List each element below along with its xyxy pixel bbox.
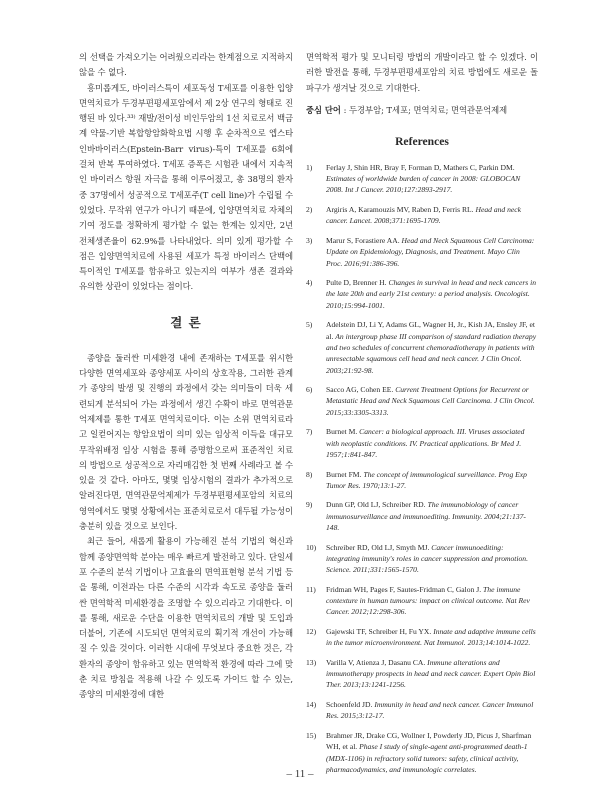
- reference-number: 1): [306, 162, 313, 172]
- reference-item: [306, 469, 538, 492]
- body-paragraph: 면역학적 평가 및 모니터링 방법의 개발이라고 할 수 있겠다. 이러한 발전을 통해, 두경부편평세포암의 치료 방법에도 새로운 돌파구가 생겨날 것으로 기대한다.: [306, 52, 538, 93]
- keywords: [306, 104, 538, 117]
- reference-title: The immune contexture in human tumours: impact on clinical outcome. Nat Rev Cancer. 2012;12:298-306.: [326, 584, 530, 617]
- reference-number: 5): [306, 320, 313, 330]
- reference-title: The immunobiology of cancer immunosurveillance and immunoediting. Immunity. 2004;21:137-148.: [326, 500, 526, 532]
- reference-number: 7): [306, 427, 313, 437]
- reference-item: [306, 542, 538, 576]
- reference-item: [306, 319, 538, 375]
- reference-authors: Schoenfeld JD.: [326, 700, 373, 710]
- reference-number: 10): [306, 542, 317, 552]
- reference-title: Changes in survival in head and neck cancers in the late 20th and early 21st century: a period analysis. Oncologist. 2010;15:994-1001.: [326, 278, 537, 310]
- reference-authors: Argiris A, Karamouzis MV, Raben D, Ferris RL.: [326, 205, 474, 215]
- reference-authors: Dunn GP, Old LJ, Schreiber RD.: [326, 500, 426, 510]
- reference-authors: Burnet FM.: [326, 469, 362, 479]
- reference-number: 2): [306, 205, 313, 215]
- reference-number: 8): [306, 469, 313, 479]
- reference-item: [306, 657, 538, 691]
- reference-item: [306, 162, 538, 196]
- reference-number: 9): [306, 500, 313, 510]
- reference-authors: Pulte D, Brenner H.: [326, 278, 387, 288]
- reference-authors: Ferlay J, Shin HR, Bray F, Forman D, Mathers C, Parkin DM.: [326, 162, 515, 172]
- reference-title: Head and neck cancer. Lancet. 2008;371:1695-1709.: [326, 205, 522, 226]
- body-paragraph: 흥미롭게도, 바이러스특이 세포독성 T세포를 이용한 입양면역치료가 두경부편평세포암에서 제 2상 연구의 형태로 진행된 바 있다.³³⁾ 재발/전이성 비인두암의 1선 치료로서 백금계 약물-기반 복합항암화학요법 시행 후 순차적으로 엡스타인바바이러스(Epstein-Barr virus)-특이 T세포를 6회에 걸쳐 반복 투여하였다. T세포 증폭은 시험관 내에서 지속적인 바이러스 항원 자극을 통해 이루어졌고, 총 38명의 환자 중 37명에서 성공적으로 T세포주(T cell line)가 수립될 수 있었다. 무작위 연구가 아니기 때문에, 입양면역치료 자체의 기여 정도를 정확하게 평가할 수 없는 한계는 있지만, 2년 전체생존율이 62.9%를 나타내었다. 의미 있게 평가할 수 점은 입양면역치료에 사용된 세포가 특정 바이러스 단백에 특이적인 T세포를 함유하고 있는지의 여부가 생존 결과와 유의한 상관이 있었다는 점이다.: [79, 82, 293, 292]
- page-number: – 11 –: [286, 768, 314, 780]
- right-column: [306, 50, 538, 783]
- reference-authors: Sacco AG, Cohen EE.: [326, 385, 394, 395]
- body-paragraph: 의 선택을 가져오기는 어려웠으리라는 한계점으로 지적하지 않을 수 없다.: [79, 52, 293, 78]
- references-list: [306, 162, 538, 775]
- keywords-text: : 두경부암; T세포; 면역치료; 면역관문억제제: [343, 104, 508, 115]
- reference-number: 3): [306, 235, 313, 245]
- reference-number: 12): [306, 626, 317, 636]
- reference-title: Head and Neck Squamous Cell Carcinoma: Update on Epidemiology, Diagnosis, and Treatment. Mayo Clin Proc. 2016;91:386-396.: [326, 235, 535, 268]
- reference-authors: Marur S, Forastiere AA.: [326, 235, 400, 245]
- reference-authors: Fridman WH, Pages F, Sautes-Fridman C, Galon J.: [326, 584, 482, 594]
- reference-item: [306, 699, 538, 722]
- reference-number: 4): [306, 278, 313, 288]
- reference-authors: Gajewski TF, Schreiber H, Fu YX.: [326, 626, 432, 636]
- reference-title: Cancer: a biological approach. III. Viruses associated with neoplastic conditions. IV. Practical applications. Br Med J. 1957;1:841-847.: [326, 427, 525, 459]
- reference-title: Immune alterations and immunotherapy prospects in head and neck cancer. Expert Opin Biol Ther. 2013;13:1241-1256.: [326, 657, 536, 690]
- reference-title: An intergroup phase III comparison of standard radiation therapy and two schedules of concurrent chemoradiotherapy in patients with unresectable squamous cell head and neck cancer. J Clin Oncol. 2003;21:92-98.: [326, 331, 537, 375]
- reference-title: Current Treatment Options for Recurrent or Metastatic Head and Neck Squamous Cell Carcinoma. J Clin Oncol. 2015;33:3305-3313.: [326, 385, 535, 417]
- conclusion-paragraph: 최근 들어, 새롭게 활용이 가능해진 분석 기법의 혁신과 함께 종양면역학 분야는 매우 빠르게 발전하고 있다. 단일세포 수준의 분석 기법이나 고효율의 면역표현형 분석 기법 등을 통해, 이전과는 다른 수준의 시각과 속도로 종양을 둘러싼 면역학적 미세환경을 조명할 수 있으리라고 기대한다. 이를 통해, 새로운 수단을 이용한 면역치료의 개발 및 도입과 더불어, 기존에 시도되던 면역치료의 획기적 개선이 가능해 질 수 있을 것이다. 이러한 시대에 무엇보다 중요한 것은, 각 환자의 종양이 함유하고 있는 면역학적 환경에 따라 그에 맞춘 치료 방침을 적용해 나갈 수 있도록 가이드 할 수 있는, 종양의 미세환경에 대한: [79, 536, 293, 700]
- reference-number: 14): [306, 700, 317, 710]
- reference-item: [306, 235, 538, 269]
- reference-item: [306, 384, 538, 418]
- reference-authors: Adelstein DJ, Li Y, Adams GL, Wagner H, Jr., Kish JA, Ensley JF, et al.: [326, 320, 535, 341]
- reference-item: [306, 584, 538, 618]
- reference-authors: Brahmer JR, Drake CG, Wollner I, Powderly JD, Picus J, Sharfman WH, et al.: [326, 730, 532, 752]
- conclusion-paragraph: 종양을 둘러싼 미세환경 내에 존재하는 T세포를 위시한 다양한 면역세포와 종양세포 사이의 상호작용, 그러한 관계가 종양의 발생 및 진행의 과정에서 갖는 의미들이 더욱 세련되게 분석되어 가는 과정에서 생긴 수확이 바로 면역관문억제제를 통한 T세포 면역치료이다. 이는 소위 면역치료라고 일컫어지는 항암요법이 의미 있는 임상적 이득을 대규모 무작위배정 임상 시험을 통해 증명함으로써 표준적인 치료의 방법으로 성공적으로 자리매김한 첫 번째 사례라고 볼 수 있을 것 같다. 아마도, 몇몇 임상시험의 결과가 추가적으로 알려진다면, 면역관문억제제가 두경부편평세포암의 치료의 영역에서도 몇몇 상황에서는 표준치료로서 대두될 가능성이 충분히 있을 것으로 보인다.: [79, 352, 293, 532]
- reference-item: [306, 277, 538, 311]
- reference-item: [306, 426, 538, 460]
- reference-number: 15): [306, 730, 317, 740]
- reference-authors: Burnet M.: [326, 427, 358, 437]
- left-column: [79, 50, 293, 703]
- references-title: References: [395, 134, 449, 148]
- keywords-label: 중심 단어: [306, 104, 341, 115]
- reference-title: Immunity in head and neck cancer. Cancer Immunol Res. 2015;3:12-17.: [326, 700, 534, 721]
- reference-title: Innate and adaptive immune cells in the tumor microenvironment. Nat Immunol. 2013;14:1014-1022.: [326, 626, 536, 648]
- reference-item: [306, 204, 538, 227]
- section-heading-conclusion: 결 론: [170, 314, 202, 330]
- reference-title: The concept of immunological surveillance. Prog Exp Tumor Res. 1970;13:1-27.: [326, 469, 527, 490]
- reference-title: Estimates of worldwide burden of cancer in 2008: GLOBOCAN 2008. Int J Cancer. 2010;127:2893-2917.: [326, 174, 521, 195]
- reference-authors: Varilla V, Atienza J, Dasanu CA.: [326, 657, 426, 667]
- reference-item: [306, 499, 538, 533]
- reference-item: [306, 626, 538, 649]
- reference-title: Phase I study of single-agent anti-programmed death-1 (MDX-1106) in refractory solid tumors: safety, clinical activity, pharmacodynamics, and immunologic correlates.: [326, 742, 528, 774]
- reference-number: 11): [306, 584, 316, 594]
- reference-number: 13): [306, 657, 317, 667]
- reference-number: 6): [306, 385, 313, 395]
- reference-authors: Schreiber RD, Old LJ, Smyth MJ.: [326, 542, 430, 552]
- reference-title: Cancer immunoediting: integrating immunity's roles in cancer suppression and promotion. Science. 2011;331:1565-1570.: [326, 542, 529, 575]
